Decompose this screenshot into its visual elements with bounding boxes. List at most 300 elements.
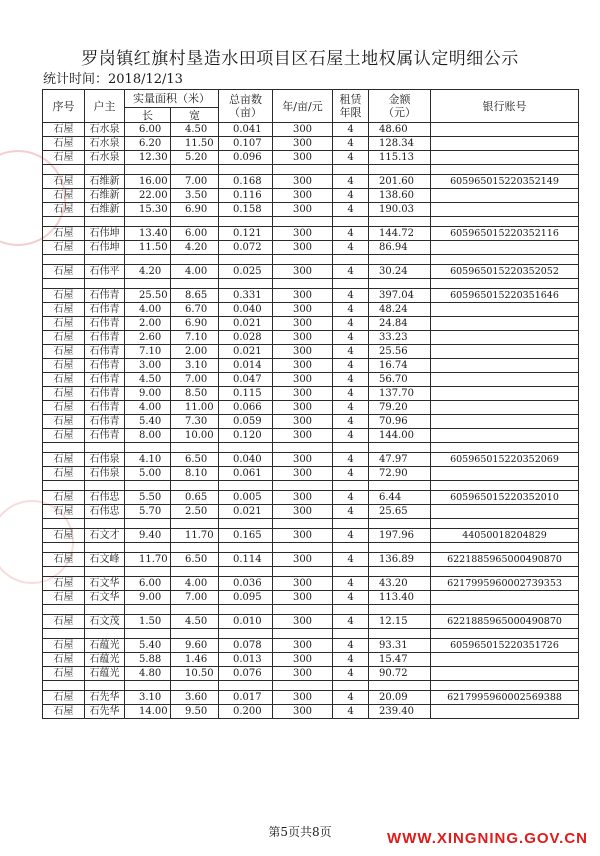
spacer-cell (125, 519, 171, 529)
site-watermark: WWW.XINGNING.GOV.CN (387, 830, 588, 847)
spacer-cell (273, 217, 333, 227)
spacer-cell (369, 543, 431, 553)
cell-account (431, 401, 579, 415)
header-total-mu-unit: （亩） (229, 106, 262, 119)
spacer-cell (219, 217, 273, 227)
cell-rate: 300 (273, 151, 333, 165)
spacer-cell (125, 217, 171, 227)
spacer-row (43, 605, 579, 615)
cell-length: 9.00 (125, 387, 171, 401)
spacer-cell (125, 443, 171, 453)
cell-amount: 397.04 (369, 289, 431, 303)
table-row (43, 429, 579, 443)
spacer-cell (219, 605, 273, 615)
spacer-cell (219, 567, 273, 577)
header-row (43, 90, 579, 108)
cell-width: 6.00 (171, 227, 219, 241)
cell-rate: 300 (273, 401, 333, 415)
spacer-cell (369, 217, 431, 227)
cell-width: 6.90 (171, 317, 219, 331)
cell-owner: 石伟青 (85, 373, 125, 387)
cell-amount: 144.00 (369, 429, 431, 443)
spacer-cell (219, 519, 273, 529)
cell-amount: 128.34 (369, 137, 431, 151)
cell-total-mu: 0.059 (219, 415, 273, 429)
spacer-cell (85, 519, 125, 529)
cell-width: 3.10 (171, 359, 219, 373)
cell-lease-years: 4 (333, 137, 369, 151)
cell-lease-years: 4 (333, 373, 369, 387)
spacer-cell (273, 543, 333, 553)
header-lease-years (333, 90, 369, 123)
cell-length: 9.40 (125, 529, 171, 543)
header-rate: 年/亩/元 (273, 90, 333, 123)
spacer-row (43, 681, 579, 691)
spacer-cell (333, 605, 369, 615)
cell-length: 5.70 (125, 505, 171, 519)
cell-account: 605965015220352010 (431, 491, 579, 505)
spacer-cell (85, 443, 125, 453)
cell-rate: 300 (273, 289, 333, 303)
cell-length: 5.40 (125, 639, 171, 653)
cell-lease-years: 4 (333, 345, 369, 359)
cell-length: 4.00 (125, 401, 171, 415)
spacer-cell (273, 443, 333, 453)
cell-total-mu: 0.028 (219, 331, 273, 345)
cell-width: 3.60 (171, 691, 219, 705)
table-row (43, 639, 579, 653)
cell-amount: 25.65 (369, 505, 431, 519)
cell-seq: 石屋 (43, 653, 85, 667)
spacer-cell (431, 481, 579, 491)
table-row (43, 705, 579, 719)
cell-total-mu: 0.014 (219, 359, 273, 373)
cell-width: 6.70 (171, 303, 219, 317)
cell-account: 6217995960002739353 (431, 577, 579, 591)
spacer-cell (85, 279, 125, 289)
cell-account: 605965015220351726 (431, 639, 579, 653)
cell-amount: 90.72 (369, 667, 431, 681)
cell-lease-years: 4 (333, 453, 369, 467)
cell-length: 8.00 (125, 429, 171, 443)
spacer-cell (125, 481, 171, 491)
cell-rate: 300 (273, 591, 333, 605)
cell-rate: 300 (273, 691, 333, 705)
table-row (43, 189, 579, 203)
cell-lease-years: 4 (333, 359, 369, 373)
header-width: 宽 (171, 108, 219, 123)
cell-lease-years: 4 (333, 123, 369, 137)
cell-lease-years: 4 (333, 591, 369, 605)
cell-owner: 石伟青 (85, 317, 125, 331)
cell-owner: 石文才 (85, 529, 125, 543)
header-amount (369, 90, 431, 123)
spacer-cell (369, 605, 431, 615)
cell-account (431, 189, 579, 203)
cell-length: 2.00 (125, 317, 171, 331)
cell-length: 5.88 (125, 653, 171, 667)
page-number: 第5页共8页 (268, 825, 332, 839)
cell-length: 16.00 (125, 175, 171, 189)
cell-total-mu: 0.116 (219, 189, 273, 203)
cell-amount: 72.90 (369, 467, 431, 481)
cell-length: 5.40 (125, 415, 171, 429)
spacer-row (43, 567, 579, 577)
cell-length: 4.80 (125, 667, 171, 681)
cell-width: 8.10 (171, 467, 219, 481)
spacer-cell (431, 605, 579, 615)
cell-owner: 石维新 (85, 203, 125, 217)
cell-account: 6221885965000490870 (431, 615, 579, 629)
cell-total-mu: 0.078 (219, 639, 273, 653)
cell-total-mu: 0.165 (219, 529, 273, 543)
cell-account (431, 429, 579, 443)
cell-amount: 30.24 (369, 265, 431, 279)
spacer-cell (431, 681, 579, 691)
cell-amount: 15.47 (369, 653, 431, 667)
header-length: 长 (125, 108, 171, 123)
table-row (43, 303, 579, 317)
cell-owner: 石蕴光 (85, 653, 125, 667)
cell-account (431, 331, 579, 345)
spacer-cell (219, 443, 273, 453)
cell-amount: 93.31 (369, 639, 431, 653)
spacer-cell (43, 481, 85, 491)
cell-width: 0.65 (171, 491, 219, 505)
cell-lease-years: 4 (333, 189, 369, 203)
cell-account (431, 317, 579, 331)
cell-rate: 300 (273, 491, 333, 505)
cell-account (431, 345, 579, 359)
cell-account (431, 241, 579, 255)
spacer-cell (85, 605, 125, 615)
cell-owner: 石伟青 (85, 401, 125, 415)
cell-seq: 石屋 (43, 667, 85, 681)
spacer-cell (171, 543, 219, 553)
spacer-cell (369, 681, 431, 691)
cell-rate: 300 (273, 705, 333, 719)
spacer-cell (219, 165, 273, 175)
table-body (43, 123, 579, 719)
cell-seq: 石屋 (43, 553, 85, 567)
cell-lease-years: 4 (333, 653, 369, 667)
cell-seq: 石屋 (43, 505, 85, 519)
spacer-cell (369, 519, 431, 529)
spacer-cell (333, 217, 369, 227)
cell-total-mu: 0.061 (219, 467, 273, 481)
cell-seq: 石屋 (43, 415, 85, 429)
cell-total-mu: 0.120 (219, 429, 273, 443)
cell-owner: 石文峰 (85, 553, 125, 567)
cell-width: 4.00 (171, 265, 219, 279)
spacer-cell (43, 279, 85, 289)
spacer-cell (333, 443, 369, 453)
spacer-cell (125, 165, 171, 175)
cell-rate: 300 (273, 453, 333, 467)
cell-amount: 201.60 (369, 175, 431, 189)
cell-length: 5.00 (125, 467, 171, 481)
cell-seq: 石屋 (43, 387, 85, 401)
cell-total-mu: 0.121 (219, 227, 273, 241)
cell-owner: 石维新 (85, 175, 125, 189)
cell-account (431, 467, 579, 481)
spacer-cell (171, 279, 219, 289)
spacer-cell (171, 605, 219, 615)
cell-lease-years: 4 (333, 691, 369, 705)
cell-owner: 石蕴光 (85, 667, 125, 681)
table-row (43, 667, 579, 681)
table-row (43, 415, 579, 429)
cell-lease-years: 4 (333, 667, 369, 681)
spacer-row (43, 255, 579, 265)
cell-account (431, 203, 579, 217)
spacer-cell (431, 443, 579, 453)
cell-lease-years: 4 (333, 529, 369, 543)
spacer-cell (125, 567, 171, 577)
cell-total-mu: 0.066 (219, 401, 273, 415)
page-title: 罗岗镇红旗村垦造水田项目区石屋土地权属认定明细公示 (81, 49, 519, 69)
cell-seq: 石屋 (43, 691, 85, 705)
spacer-cell (43, 217, 85, 227)
cell-seq: 石屋 (43, 331, 85, 345)
spacer-cell (333, 519, 369, 529)
cell-lease-years: 4 (333, 401, 369, 415)
spacer-cell (369, 165, 431, 175)
spacer-cell (171, 217, 219, 227)
spacer-cell (85, 543, 125, 553)
cell-rate: 300 (273, 429, 333, 443)
cell-length: 13.40 (125, 227, 171, 241)
cell-rate: 300 (273, 387, 333, 401)
spacer-cell (43, 543, 85, 553)
cell-amount: 138.60 (369, 189, 431, 203)
cell-amount: 113.40 (369, 591, 431, 605)
cell-total-mu: 0.331 (219, 289, 273, 303)
cell-rate: 300 (273, 317, 333, 331)
cell-lease-years: 4 (333, 265, 369, 279)
cell-lease-years: 4 (333, 577, 369, 591)
cell-rate: 300 (273, 553, 333, 567)
table-row (43, 137, 579, 151)
header-total-mu (219, 90, 273, 123)
cell-account: 605965015220351646 (431, 289, 579, 303)
cell-owner: 石先华 (85, 705, 125, 719)
spacer-cell (369, 567, 431, 577)
table-row (43, 401, 579, 415)
cell-total-mu: 0.072 (219, 241, 273, 255)
cell-account (431, 705, 579, 719)
spacer-cell (273, 165, 333, 175)
cell-account (431, 137, 579, 151)
cell-width: 11.70 (171, 529, 219, 543)
table-row (43, 467, 579, 481)
cell-seq: 石屋 (43, 591, 85, 605)
cell-owner: 石文茂 (85, 615, 125, 629)
cell-seq: 石屋 (43, 577, 85, 591)
cell-total-mu: 0.040 (219, 453, 273, 467)
spacer-cell (333, 567, 369, 577)
spacer-cell (171, 681, 219, 691)
spacer-cell (333, 681, 369, 691)
cell-width: 8.50 (171, 387, 219, 401)
spacer-cell (43, 629, 85, 639)
cell-seq: 石屋 (43, 137, 85, 151)
cell-width: 9.60 (171, 639, 219, 653)
cell-seq: 石屋 (43, 467, 85, 481)
spacer-cell (171, 629, 219, 639)
cell-rate: 300 (273, 241, 333, 255)
spacer-cell (85, 681, 125, 691)
cell-account: 6221885965000490870 (431, 553, 579, 567)
table-row (43, 123, 579, 137)
cell-length: 6.20 (125, 137, 171, 151)
spacer-cell (125, 255, 171, 265)
spacer-cell (43, 567, 85, 577)
cell-rate: 300 (273, 265, 333, 279)
header-area: 实量面积（米） (125, 90, 219, 108)
cell-amount: 47.97 (369, 453, 431, 467)
spacer-cell (431, 217, 579, 227)
cell-seq: 石屋 (43, 345, 85, 359)
cell-account (431, 653, 579, 667)
cell-account (431, 359, 579, 373)
table-row (43, 453, 579, 467)
table-row (43, 691, 579, 705)
cell-total-mu: 0.040 (219, 303, 273, 317)
spacer-cell (171, 255, 219, 265)
cell-rate: 300 (273, 667, 333, 681)
cell-width: 7.10 (171, 331, 219, 345)
cell-lease-years: 4 (333, 331, 369, 345)
cell-total-mu: 0.017 (219, 691, 273, 705)
spacer-cell (43, 681, 85, 691)
header-owner: 户主 (85, 90, 125, 123)
cell-length: 4.50 (125, 373, 171, 387)
cell-width: 3.50 (171, 189, 219, 203)
cell-length: 5.50 (125, 491, 171, 505)
cell-amount: 144.72 (369, 227, 431, 241)
cell-width: 4.50 (171, 123, 219, 137)
cell-rate: 300 (273, 467, 333, 481)
spacer-cell (171, 519, 219, 529)
cell-length: 25.50 (125, 289, 171, 303)
cell-lease-years: 4 (333, 303, 369, 317)
cell-length: 11.50 (125, 241, 171, 255)
cell-length: 6.00 (125, 577, 171, 591)
spacer-cell (273, 605, 333, 615)
cell-total-mu: 0.005 (219, 491, 273, 505)
cell-seq: 石屋 (43, 203, 85, 217)
cell-lease-years: 4 (333, 289, 369, 303)
spacer-cell (219, 255, 273, 265)
cell-length: 4.20 (125, 265, 171, 279)
cell-rate: 300 (273, 577, 333, 591)
table-row (43, 577, 579, 591)
cell-lease-years: 4 (333, 467, 369, 481)
cell-account (431, 591, 579, 605)
cell-total-mu: 0.107 (219, 137, 273, 151)
cell-width: 2.50 (171, 505, 219, 519)
cell-rate: 300 (273, 303, 333, 317)
cell-length: 4.10 (125, 453, 171, 467)
spacer-row (43, 629, 579, 639)
cell-width: 4.00 (171, 577, 219, 591)
spacer-cell (171, 481, 219, 491)
cell-lease-years: 4 (333, 203, 369, 217)
table-row (43, 387, 579, 401)
spacer-row (43, 543, 579, 553)
cell-account (431, 373, 579, 387)
header-lease-label: 租赁 (339, 93, 362, 106)
cell-amount: 136.89 (369, 553, 431, 567)
cell-length: 1.50 (125, 615, 171, 629)
cell-rate: 300 (273, 137, 333, 151)
table-row (43, 241, 579, 255)
cell-lease-years: 4 (333, 505, 369, 519)
cell-amount: 43.20 (369, 577, 431, 591)
cell-length: 15.30 (125, 203, 171, 217)
cell-total-mu: 0.115 (219, 387, 273, 401)
cell-owner: 石伟泉 (85, 467, 125, 481)
cell-width: 9.50 (171, 705, 219, 719)
table-row (43, 345, 579, 359)
cell-owner: 石伟青 (85, 331, 125, 345)
spacer-cell (333, 543, 369, 553)
cell-amount: 24.84 (369, 317, 431, 331)
cell-owner: 石伟平 (85, 265, 125, 279)
cell-lease-years: 4 (333, 705, 369, 719)
cell-owner: 石水泉 (85, 123, 125, 137)
cell-length: 11.70 (125, 553, 171, 567)
cell-width: 6.90 (171, 203, 219, 217)
cell-account (431, 151, 579, 165)
cell-account: 605965015220352069 (431, 453, 579, 467)
cell-total-mu: 0.095 (219, 591, 273, 605)
cell-seq: 石屋 (43, 429, 85, 443)
spacer-cell (43, 255, 85, 265)
cell-seq: 石屋 (43, 241, 85, 255)
table-row (43, 265, 579, 279)
spacer-cell (219, 681, 273, 691)
cell-total-mu: 0.021 (219, 505, 273, 519)
cell-amount: 190.03 (369, 203, 431, 217)
cell-account (431, 303, 579, 317)
cell-total-mu: 0.076 (219, 667, 273, 681)
table-row (43, 289, 579, 303)
cell-amount: 70.96 (369, 415, 431, 429)
cell-length: 3.10 (125, 691, 171, 705)
cell-account: 6217995960002569388 (431, 691, 579, 705)
cell-rate: 300 (273, 373, 333, 387)
spacer-cell (333, 279, 369, 289)
cell-rate: 300 (273, 189, 333, 203)
table-row (43, 591, 579, 605)
cell-owner: 石文华 (85, 577, 125, 591)
spacer-cell (273, 279, 333, 289)
cell-owner: 石伟青 (85, 387, 125, 401)
cell-rate: 300 (273, 505, 333, 519)
cell-owner: 石伟青 (85, 359, 125, 373)
cell-seq: 石屋 (43, 453, 85, 467)
spacer-cell (171, 567, 219, 577)
cell-seq: 石屋 (43, 317, 85, 331)
cell-rate: 300 (273, 529, 333, 543)
cell-total-mu: 0.010 (219, 615, 273, 629)
cell-width: 4.50 (171, 615, 219, 629)
cell-rate: 300 (273, 203, 333, 217)
cell-seq: 石屋 (43, 639, 85, 653)
spacer-cell (85, 567, 125, 577)
